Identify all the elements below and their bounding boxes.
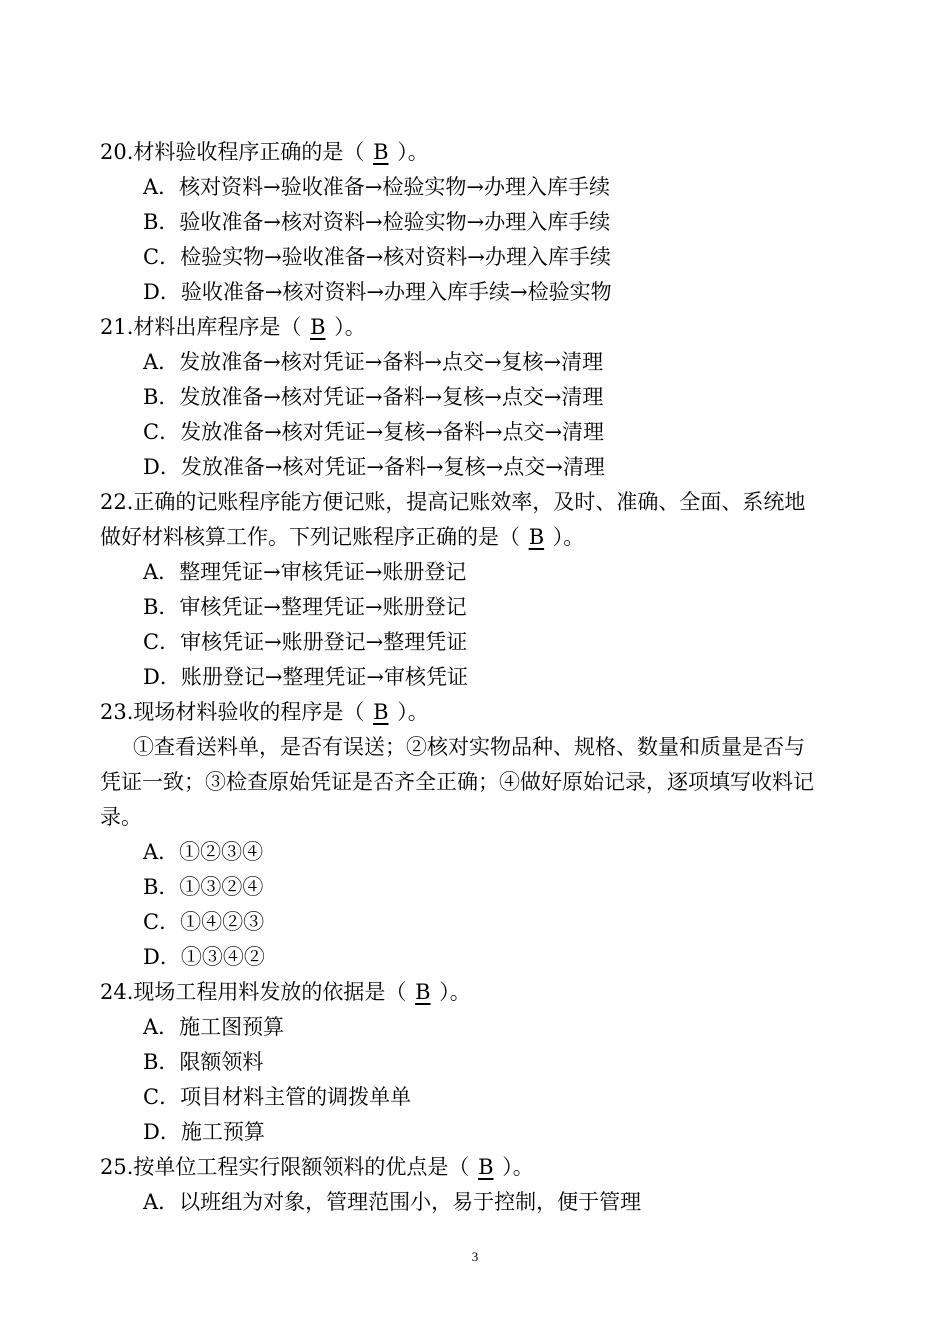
question-25-answer: B: [478, 1155, 494, 1179]
question-21-option-a: A．发放准备→核对凭证→备料→点交→复核→清理: [143, 350, 604, 374]
question-22-answer: B: [528, 525, 545, 549]
question-20-option-b: B．验收准备→核对资料→检验实物→办理入库手续: [143, 210, 611, 234]
question-23-suffix: ）。: [390, 700, 429, 724]
question-23-option-b: B．①③②④: [143, 875, 264, 899]
question-24: [100, 975, 860, 1010]
question-25-prefix: 25.按单位工程实行限额领料的优点是（: [100, 1155, 477, 1179]
question-23-stem-line-2: 凭证一致；③检查原始凭证是否齐全正确；④做好原始记录，逐项填写收料记: [100, 770, 814, 794]
question-22-option-d: D．账册登记→整理凭证→审核凭证: [143, 665, 469, 689]
question-23-stem-line-3: 录。: [100, 805, 142, 829]
question-23-answer: B: [373, 700, 389, 724]
question-22: [100, 520, 860, 555]
question-20-prefix: 20.材料验收程序正确的是（: [100, 140, 372, 164]
question-23-option-d: D．①③④②: [143, 945, 265, 969]
question-24-option-d: D．施工预算: [143, 1120, 265, 1144]
question-23-prefix: 23.现场材料验收的程序是（: [100, 700, 372, 724]
question-22-prefix: 做好材料核算工作。下列记账程序正确的是（: [100, 525, 527, 549]
question-20-option-c: C．检验实物→验收准备→核对资料→办理入库手续: [143, 245, 611, 269]
question-20-answer: B: [373, 140, 389, 164]
question-22-option-b: B．审核凭证→整理凭证→账册登记: [143, 595, 467, 619]
question-25-option-a: A．以班组为对象，管理范围小，易于控制，便于管理: [143, 1190, 642, 1214]
question-24-suffix: ）。: [432, 980, 471, 1004]
question-22-suffix: ）。: [546, 525, 585, 549]
question-list: [100, 135, 860, 1220]
question-23-stem-line-1: ①查看送料单，是否有误送；②核对实物品种、规格、数量和质量是否与: [133, 735, 805, 759]
question-24-option-c: C．项目材料主管的调拨单单: [143, 1085, 412, 1109]
question-21-option-b: B．发放准备→核对凭证→备料→复核→点交→清理: [143, 385, 604, 409]
question-21-answer: B: [310, 315, 326, 339]
question-20-option-a: A．核对资料→验收准备→检验实物→办理入库手续: [143, 175, 610, 199]
question-23-option-a: A．①②③④: [143, 840, 264, 864]
question-21-option-c: C．发放准备→核对凭证→复核→备料→点交→清理: [143, 420, 605, 444]
question-24-prefix: 24.现场工程用料发放的依据是（: [100, 980, 414, 1004]
page-number: 3: [471, 1249, 479, 1264]
question-24-answer: B: [415, 980, 431, 1004]
question-21-option-d: D．发放准备→核对凭证→备料→复核→点交→清理: [143, 455, 605, 479]
question-24-option-b: B．限额领料: [143, 1050, 264, 1074]
question-23-option-c: C．①④②③: [143, 910, 265, 934]
question-22-line-1: 22.正确的记账程序能方便记账，提高记账效率，及时、准确、全面、系统地: [100, 490, 806, 514]
question-24-option-a: A．施工图预算: [143, 1015, 285, 1039]
question-20-suffix: ）。: [390, 140, 429, 164]
question-22-option-a: A．整理凭证→审核凭证→账册登记: [143, 560, 467, 584]
question-20-option-d: D．验收准备→核对资料→办理入库手续→检验实物: [143, 280, 612, 304]
question-21: [100, 310, 860, 345]
question-23: [100, 695, 860, 730]
question-21-suffix: ）。: [327, 315, 366, 339]
question-25: [100, 1150, 860, 1185]
question-20: [100, 135, 860, 170]
question-22-option-c: C．审核凭证→账册登记→整理凭证: [143, 630, 468, 654]
question-21-prefix: 21.材料出库程序是（: [100, 315, 309, 339]
question-25-suffix: ）。: [495, 1155, 534, 1179]
